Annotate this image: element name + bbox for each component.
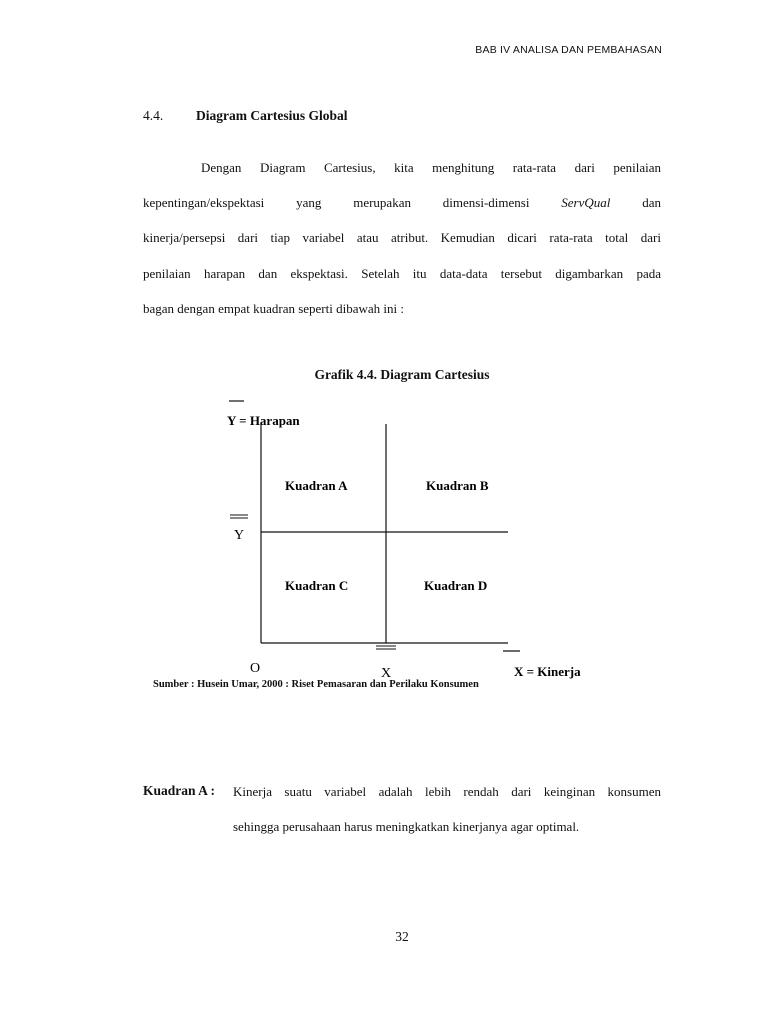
section-title: Diagram Cartesius Global	[196, 108, 348, 123]
definition-text	[233, 774, 661, 844]
definition-line-1: Kinerja suatu variabel adalah lebih rendah dari keinginan konsumen	[233, 784, 661, 799]
figure-title: Grafik 4.4. Diagram Cartesius	[314, 367, 490, 382]
quadrant-c-label: Kuadran C	[285, 578, 349, 593]
x-axis-label: X = Kinerja	[514, 664, 581, 679]
quadrant-d-label: Kuadran D	[424, 578, 488, 593]
running-header: BAB IV ANALISA DAN PEMBAHASAN	[475, 44, 662, 56]
quadrant-a-label: Kuadran A	[285, 478, 348, 493]
section-number: 4.4.	[143, 108, 164, 123]
paragraph-line-2-end: dan	[610, 195, 661, 211]
y-axis-label: Y = Harapan	[227, 413, 300, 428]
y-mean-label: Y	[234, 528, 245, 543]
paragraph-line-3: kinerja/persepsi dari tiap variabel atau atribut. Kemudian dicari rata-rata total dari	[143, 230, 661, 246]
definition-line-2: sehingga perusahaan harus meningkatkan kinerjanya agar optimal.	[233, 819, 580, 835]
quadrant-b-label: Kuadran B	[426, 478, 489, 493]
page-number: 32	[395, 929, 409, 944]
definition-term: Kuadran A :	[143, 783, 216, 798]
x-mean-label: X	[381, 666, 392, 681]
servqual-term: ServQual	[561, 195, 611, 211]
origin-label: O	[250, 661, 261, 676]
paragraph-line-5: bagan dengan empat kuadran seperti dibawah ini :	[143, 300, 404, 316]
paragraph-line-4: penilaian harapan dan ekspektasi. Setelah itu data-data tersebut digambarkan pada	[143, 265, 661, 281]
paragraph-line-2-start: kepentingan/ekspektasi yang merupakan dimensi-dimensi	[143, 195, 562, 211]
paragraph-line-1: Dengan Diagram Cartesius, kita menghitung rata-rata dari penilaian	[201, 160, 661, 175]
figure-source: Sumber : Husein Umar, 2000 : Riset Pemasaran dan Perilaku Konsumen	[153, 679, 479, 690]
